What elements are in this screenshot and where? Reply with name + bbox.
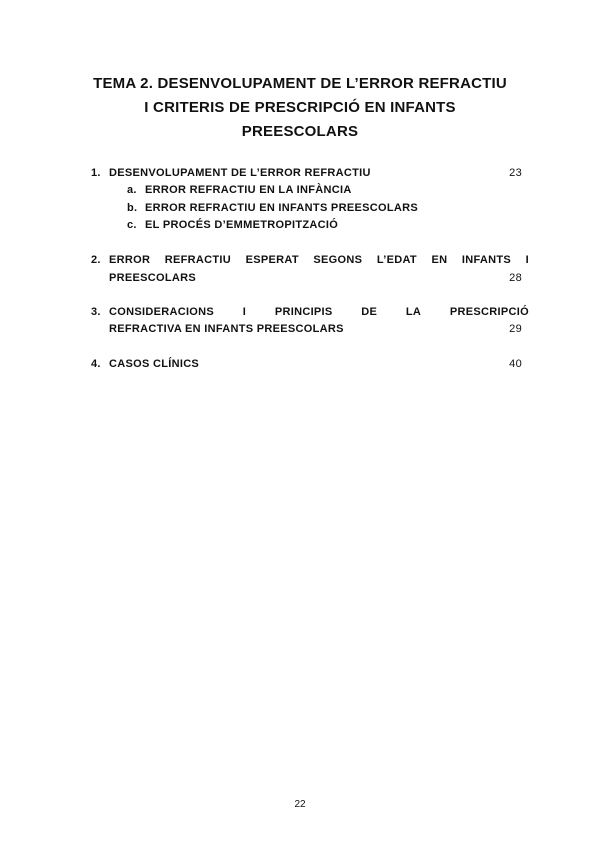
- toc-item-number: 1.: [91, 167, 101, 179]
- toc-word: CONSIDERACIONS: [109, 306, 215, 318]
- toc-item-label-line-2: PREESCOLARS: [109, 272, 197, 284]
- toc-word: I: [242, 306, 247, 318]
- toc-subitem-label: ERROR REFRACTIU EN INFANTS PREESCOLARS: [145, 202, 418, 214]
- toc-item-label: DESENVOLUPAMENT DE L’ERROR REFRACTIU: [109, 167, 371, 179]
- toc-item-page: 23: [509, 167, 522, 179]
- toc-word: INFANTS: [461, 254, 512, 266]
- title-line-1: TEMA 2. DESENVOLUPAMENT DE L’ERROR REFRACTIU: [93, 75, 507, 92]
- toc-word: PRINCIPIS: [274, 306, 333, 318]
- toc-item-number: 2.: [91, 254, 101, 266]
- toc-item-label-line-1: [109, 305, 529, 319]
- toc-subitem-letter: c.: [127, 219, 137, 231]
- toc-word: ESPERAT: [245, 254, 299, 266]
- toc-item-page: 28: [509, 272, 522, 284]
- toc-item-label-line-1: [109, 253, 529, 267]
- toc-word: I: [525, 254, 529, 266]
- title-line-3: PREESCOLARS: [241, 123, 359, 140]
- toc-item-number: 4.: [91, 358, 101, 370]
- toc-subitem-letter: a.: [127, 184, 137, 196]
- footer-page-number: 22: [294, 799, 306, 810]
- toc-word: EN: [431, 254, 448, 266]
- toc-word: PRESCRIPCIÓ: [449, 306, 529, 318]
- toc-word: DE: [361, 306, 378, 318]
- toc-item-page: 29: [509, 323, 522, 335]
- toc-word: REFRACTIU: [164, 254, 232, 266]
- toc-subitem-letter: b.: [127, 202, 138, 214]
- toc-subitem-label: EL PROCÉS D’EMMETROPITZACIÓ: [145, 219, 339, 231]
- toc-item-label: CASOS CLÍNICS: [109, 358, 200, 370]
- toc-word: LA: [405, 306, 422, 318]
- toc-word: L’EDAT: [376, 254, 417, 266]
- toc-word: ERROR: [109, 254, 151, 266]
- toc-item-label-line-2: REFRACTIVA EN INFANTS PREESCOLARS: [109, 323, 344, 335]
- title-line-2: I CRITERIS DE PRESCRIPCIÓ EN INFANTS: [144, 99, 456, 116]
- toc-item-number: 3.: [91, 306, 101, 318]
- page-title: [60, 72, 540, 144]
- toc-item-page: 40: [509, 358, 522, 370]
- toc-subitem-label: ERROR REFRACTIU EN LA INFÀNCIA: [145, 184, 352, 196]
- toc-word: SEGONS: [313, 254, 363, 266]
